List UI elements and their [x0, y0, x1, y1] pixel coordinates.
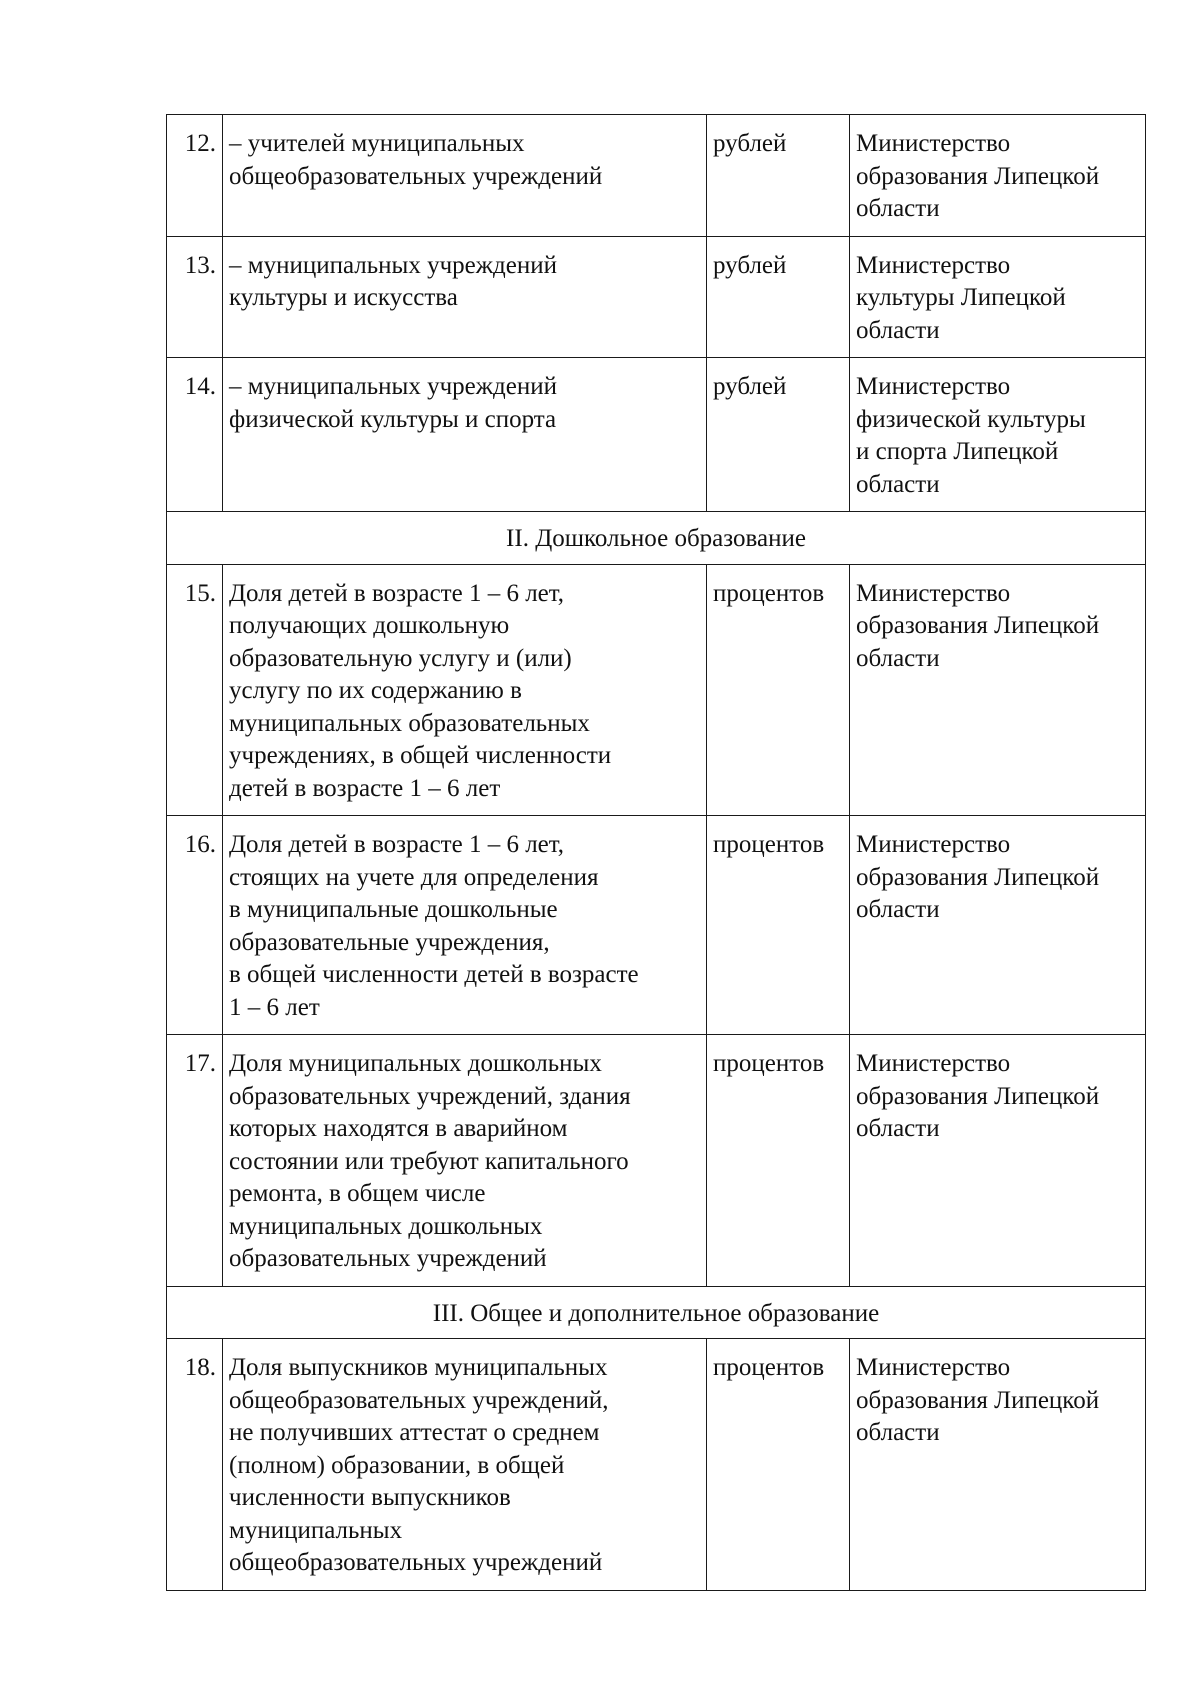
row-number: 17. [167, 1035, 223, 1287]
row-number: 18. [167, 1339, 223, 1591]
responsible-body: Министерство образования Липецкой области [850, 115, 1146, 237]
row-number: 12. [167, 115, 223, 237]
unit-of-measure: процентов [707, 816, 850, 1035]
table-row [167, 358, 1146, 512]
unit-of-measure: рублей [707, 236, 850, 358]
row-number: 14. [167, 358, 223, 512]
indicator-text: Доля выпускников муниципальных общеобразовательных учреждений, не получивших аттестат о среднем (полном) образовании, в общей численности выпускников муниципальных общеобразовательных учреждений [223, 1339, 707, 1591]
section-heading-row [167, 512, 1146, 565]
indicator-text: Доля муниципальных дошкольных образовательных учреждений, здания которых находятся в аварийном состоянии или требуют капитального ремонта, в общем числе муниципальных дошкольных образовательных учреждений [223, 1035, 707, 1287]
unit-of-measure: процентов [707, 1035, 850, 1287]
row-number: 15. [167, 564, 223, 816]
responsible-body: Министерство физической культуры и спорта Липецкой области [850, 358, 1146, 512]
table-row [167, 564, 1146, 816]
indicator-text: Доля детей в возрасте 1 – 6 лет, получающих дошкольную образовательную услугу и (или) услугу по их содержанию в муниципальных образовательных учреждениях, в общей численности детей в возрасте 1 – 6 лет [223, 564, 707, 816]
table-row [167, 816, 1146, 1035]
responsible-body: Министерство образования Липецкой области [850, 816, 1146, 1035]
row-number: 16. [167, 816, 223, 1035]
responsible-body: Министерство образования Липецкой области [850, 1339, 1146, 1591]
row-number: 13. [167, 236, 223, 358]
table-row [167, 1035, 1146, 1287]
indicator-text: Доля детей в возрасте 1 – 6 лет, стоящих на учете для определения в муниципальные дошкольные образовательные учреждения, в общей численности детей в возрасте 1 – 6 лет [223, 816, 707, 1035]
table-row [167, 1339, 1146, 1591]
indicator-text: – учителей муниципальных общеобразовательных учреждений [223, 115, 707, 237]
table-row [167, 236, 1146, 358]
section-title: III. Общее и дополнительное образование [167, 1286, 1146, 1339]
section-title: II. Дошкольное образование [167, 512, 1146, 565]
responsible-body: Министерство культуры Липецкой области [850, 236, 1146, 358]
indicator-text: – муниципальных учреждений культуры и искусства [223, 236, 707, 358]
responsible-body: Министерство образования Липецкой области [850, 1035, 1146, 1287]
unit-of-measure: процентов [707, 564, 850, 816]
section-heading-row [167, 1286, 1146, 1339]
unit-of-measure: рублей [707, 115, 850, 237]
indicators-table [166, 114, 1146, 1591]
table-row [167, 115, 1146, 237]
unit-of-measure: рублей [707, 358, 850, 512]
unit-of-measure: процентов [707, 1339, 850, 1591]
indicator-text: – муниципальных учреждений физической культуры и спорта [223, 358, 707, 512]
responsible-body: Министерство образования Липецкой области [850, 564, 1146, 816]
